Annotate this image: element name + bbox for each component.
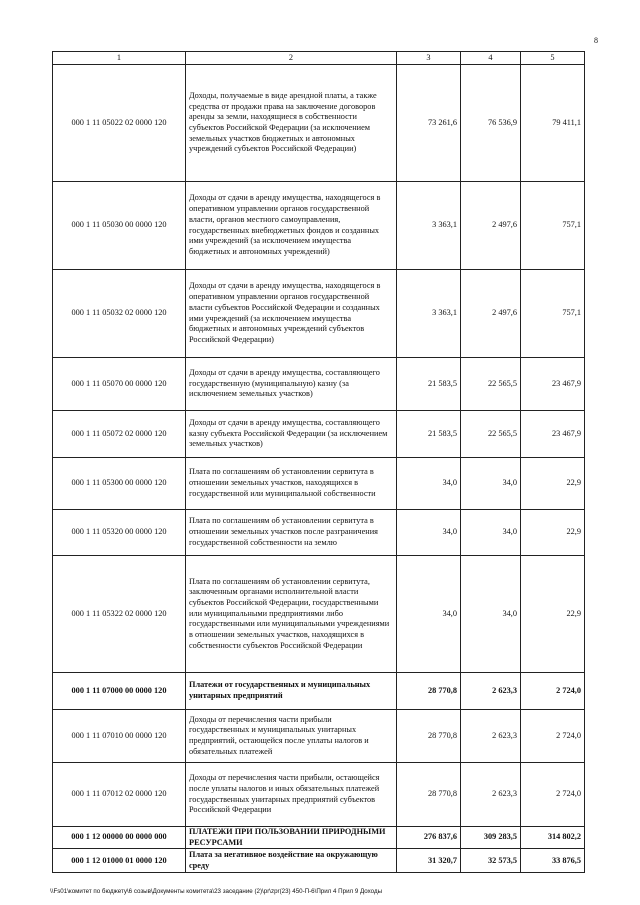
row-value-col4: 22 565,5 (461, 411, 521, 458)
row-code: 000 1 11 07010 00 0000 120 (53, 710, 186, 763)
row-code: 000 1 11 05022 02 0000 120 (53, 65, 186, 182)
header-cell: 1 (53, 52, 186, 65)
table-row (53, 270, 585, 358)
row-value-col4: 2 497,6 (461, 270, 521, 358)
row-code: 000 1 11 07000 00 0000 120 (53, 673, 186, 710)
row-value-col4: 2 623,3 (461, 673, 521, 710)
row-description: Доходы от перечисления части прибыли государственных и муниципальных унитарных предприятий, остающейся после уплаты налогов и обязательных платежей (186, 710, 397, 763)
row-description: Плата по соглашениям об установлении сервитута в отношении земельных участков после разграничения государственной собственности на землю (186, 510, 397, 556)
row-value-col3: 31 320,7 (397, 849, 461, 873)
table-row (53, 556, 585, 673)
row-value-col5: 314 802,2 (521, 827, 585, 849)
row-value-col4: 2 623,3 (461, 763, 521, 827)
row-code: 000 1 12 00000 00 0000 000 (53, 827, 186, 849)
page-number: 8 (594, 36, 598, 45)
header-cell: 3 (397, 52, 461, 65)
row-description: Доходы от сдачи в аренду имущества, составляющего государственную (муниципальную) казну (за исключением земельных участков) (186, 358, 397, 411)
revenue-table (52, 51, 585, 873)
row-value-col5: 79 411,1 (521, 65, 585, 182)
row-description: Плата по соглашениям об установлении сервитута в отношении земельных участков, находящихся в государственной или муниципальной собственности (186, 458, 397, 510)
row-value-col5: 2 724,0 (521, 763, 585, 827)
row-code: 000 1 12 01000 01 0000 120 (53, 849, 186, 873)
row-code: 000 1 11 05030 00 0000 120 (53, 182, 186, 270)
row-description: Доходы от сдачи в аренду имущества, находящегося в оперативном управлении органов государственной власти субъектов Российской Федерации и созданных ими учреждений (за исключением имущества бюджетных и автономных учреждений субъектов Российской Федерации) (186, 270, 397, 358)
row-value-col4: 32 573,5 (461, 849, 521, 873)
table-row (53, 358, 585, 411)
row-value-col4: 34,0 (461, 556, 521, 673)
row-value-col3: 276 837,6 (397, 827, 461, 849)
row-value-col5: 2 724,0 (521, 710, 585, 763)
row-description: Доходы, получаемые в виде арендной платы, а также средства от продажи права на заключение договоров аренды за земли, находящиеся в собственности субъектов Российской Федерации (за исключением земельных участков бюджетных и автономных учреждений субъектов Российской Федерации) (186, 65, 397, 182)
row-value-col3: 28 770,8 (397, 710, 461, 763)
header-cell: 5 (521, 52, 585, 65)
row-value-col4: 34,0 (461, 510, 521, 556)
header-cell: 2 (186, 52, 397, 65)
row-value-col5: 23 467,9 (521, 358, 585, 411)
row-value-col4: 2 623,3 (461, 710, 521, 763)
row-value-col3: 3 363,1 (397, 182, 461, 270)
row-value-col3: 34,0 (397, 556, 461, 673)
header-cell: 4 (461, 52, 521, 65)
table-row (53, 458, 585, 510)
row-description: Плата за негативное воздействие на окружающую среду (186, 849, 397, 873)
row-value-col5: 33 876,5 (521, 849, 585, 873)
row-description: Плата по соглашениям об установлении сервитута, заключенным органами исполнительной власти субъектов Российской Федерации, государственными или муниципальными предприятиями либо государственными или муниципальными учреждениями в отношении земельных участков, находящихся в собственности субъектов Российской Федерации (186, 556, 397, 673)
row-description: Доходы от сдачи в аренду имущества, находящегося в оперативном управлении органов государственной власти, органов местного самоуправления, государственных внебюджетных фондов и созданных ими учреждений (за исключением имущества бюджетных и автономных учреждений) (186, 182, 397, 270)
row-code: 000 1 11 07012 02 0000 120 (53, 763, 186, 827)
row-value-col5: 22,9 (521, 458, 585, 510)
row-value-col3: 28 770,8 (397, 673, 461, 710)
table-row (53, 673, 585, 710)
row-value-col3: 34,0 (397, 510, 461, 556)
table-row (53, 849, 585, 873)
header-row (53, 52, 585, 65)
table-row (53, 763, 585, 827)
row-description: Доходы от сдачи в аренду имущества, составляющего казну субъекта Российской Федерации (за исключением земельных участков) (186, 411, 397, 458)
row-value-col4: 76 536,9 (461, 65, 521, 182)
table-row (53, 827, 585, 849)
row-value-col3: 34,0 (397, 458, 461, 510)
table-row (53, 411, 585, 458)
file-path-footer: \\Fs01\комитет по бюджету\6 созыв\Документы комитета\23 заседание (2)\pr\zpr(23) 450-П-6\Прил 4 Прил 9 Доходы (50, 888, 383, 895)
row-description: ПЛАТЕЖИ ПРИ ПОЛЬЗОВАНИИ ПРИРОДНЫМИ РЕСУРСАМИ (186, 827, 397, 849)
row-description: Доходы от перечисления части прибыли, остающейся после уплаты налогов и иных обязательных платежей государственных унитарных предприятий субъектов Российской Федерации (186, 763, 397, 827)
row-value-col4: 2 497,6 (461, 182, 521, 270)
row-value-col5: 757,1 (521, 270, 585, 358)
row-value-col5: 22,9 (521, 556, 585, 673)
row-description: Платежи от государственных и муниципальных унитарных предприятий (186, 673, 397, 710)
row-value-col4: 34,0 (461, 458, 521, 510)
table-row (53, 510, 585, 556)
row-value-col3: 21 583,5 (397, 411, 461, 458)
row-value-col5: 22,9 (521, 510, 585, 556)
row-value-col3: 3 363,1 (397, 270, 461, 358)
row-value-col3: 21 583,5 (397, 358, 461, 411)
row-code: 000 1 11 05322 02 0000 120 (53, 556, 186, 673)
row-value-col4: 309 283,5 (461, 827, 521, 849)
row-value-col5: 23 467,9 (521, 411, 585, 458)
row-code: 000 1 11 05070 00 0000 120 (53, 358, 186, 411)
row-value-col3: 28 770,8 (397, 763, 461, 827)
row-value-col3: 73 261,6 (397, 65, 461, 182)
table-row (53, 65, 585, 182)
table-row (53, 182, 585, 270)
row-code: 000 1 11 05320 00 0000 120 (53, 510, 186, 556)
row-code: 000 1 11 05300 00 0000 120 (53, 458, 186, 510)
row-value-col5: 2 724,0 (521, 673, 585, 710)
row-code: 000 1 11 05032 02 0000 120 (53, 270, 186, 358)
row-code: 000 1 11 05072 02 0000 120 (53, 411, 186, 458)
table-row (53, 710, 585, 763)
row-value-col4: 22 565,5 (461, 358, 521, 411)
row-value-col5: 757,1 (521, 182, 585, 270)
